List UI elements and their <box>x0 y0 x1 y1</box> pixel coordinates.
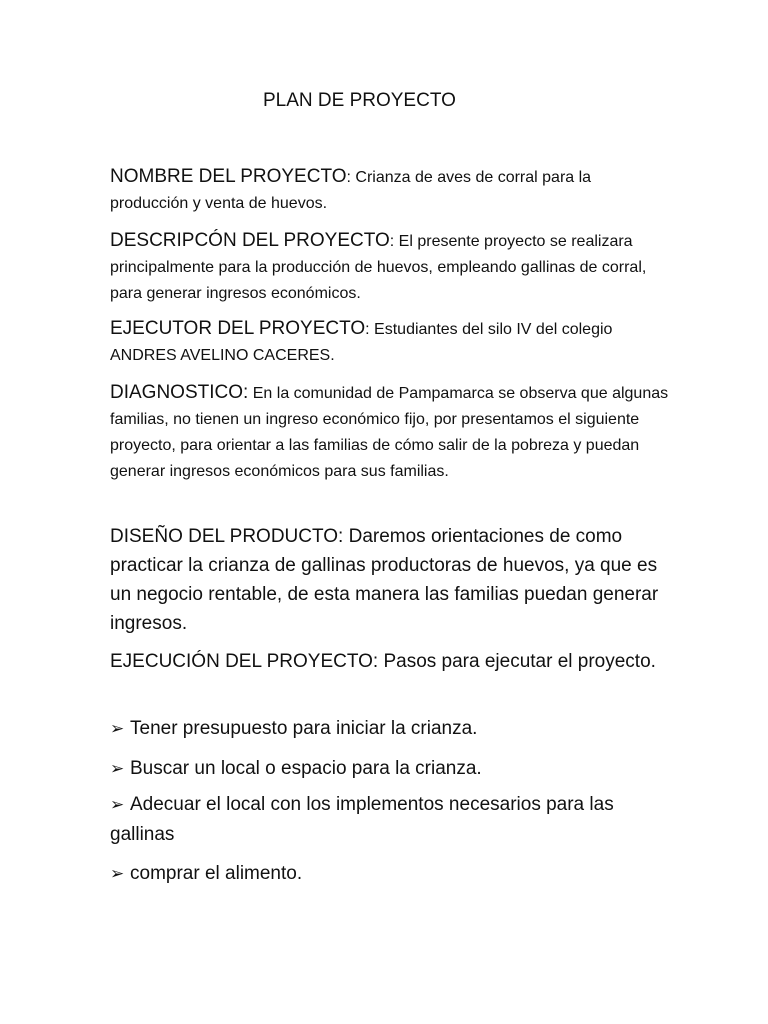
step-text: Tener presupuesto para iniciar la crianza. <box>130 718 478 739</box>
arrow-bullet-icon: ➢ <box>110 864 125 884</box>
section-ejecutor <box>110 316 670 369</box>
section-text: : Crianza de aves de corral para la producción y venta de huevos. <box>110 169 592 212</box>
section-heading: EJECUTOR DEL PROYECTO <box>110 318 366 339</box>
step-item <box>110 714 670 744</box>
section-heading: NOMBRE DEL PROYECTO <box>110 166 347 187</box>
section-text: En la comunidad de Pampamarca se observa que algunas familias, no tienen un ingreso económico fijo, por presentamos el siguiente proyecto, para orientar a las familias de cómo salir de la pobreza y puedan generar ingresos económicos para sus familias. <box>110 385 669 480</box>
section-text: : Estudiantes del silo IV del colegio ANDRES AVELINO CACERES. <box>110 321 613 364</box>
step-text: Buscar un local o espacio para la crianza. <box>130 758 482 779</box>
document-title: PLAN DE PROYECTO <box>263 90 456 111</box>
section-heading: EJECUCIÓN DEL PROYECTO <box>110 651 373 672</box>
section-heading: DIAGNOSTICO: <box>110 382 249 403</box>
section-diseno <box>110 522 670 638</box>
arrow-bullet-icon: ➢ <box>110 795 125 815</box>
section-heading: DISEÑO DEL PRODUCTO <box>110 526 339 547</box>
section-text: : Pasos para ejecutar el proyecto. <box>372 651 656 672</box>
section-nombre <box>110 164 670 217</box>
section-ejecucion <box>110 647 670 676</box>
arrow-bullet-icon: ➢ <box>110 759 125 779</box>
step-item <box>110 790 670 849</box>
section-diagnostico <box>110 380 670 485</box>
step-item <box>110 859 670 889</box>
section-descripcion <box>110 228 670 307</box>
section-text: : El presente proyecto se realizara principalmente para la producción de huevos, empleando gallinas de corral, para generar ingresos económicos. <box>110 233 647 302</box>
step-text: Adecuar el local con los implementos necesarios para las gallinas <box>110 794 614 845</box>
section-heading: DESCRIPCÓN DEL PROYECTO <box>110 230 390 251</box>
arrow-bullet-icon: ➢ <box>110 719 125 739</box>
step-item <box>110 754 670 784</box>
step-text: comprar el alimento. <box>130 863 303 884</box>
section-text: : Daremos orientaciones de como practicar la crianza de gallinas productoras de huevos, ya que es un negocio rentable, de esta manera las familias puedan generar ingresos. <box>110 526 659 634</box>
